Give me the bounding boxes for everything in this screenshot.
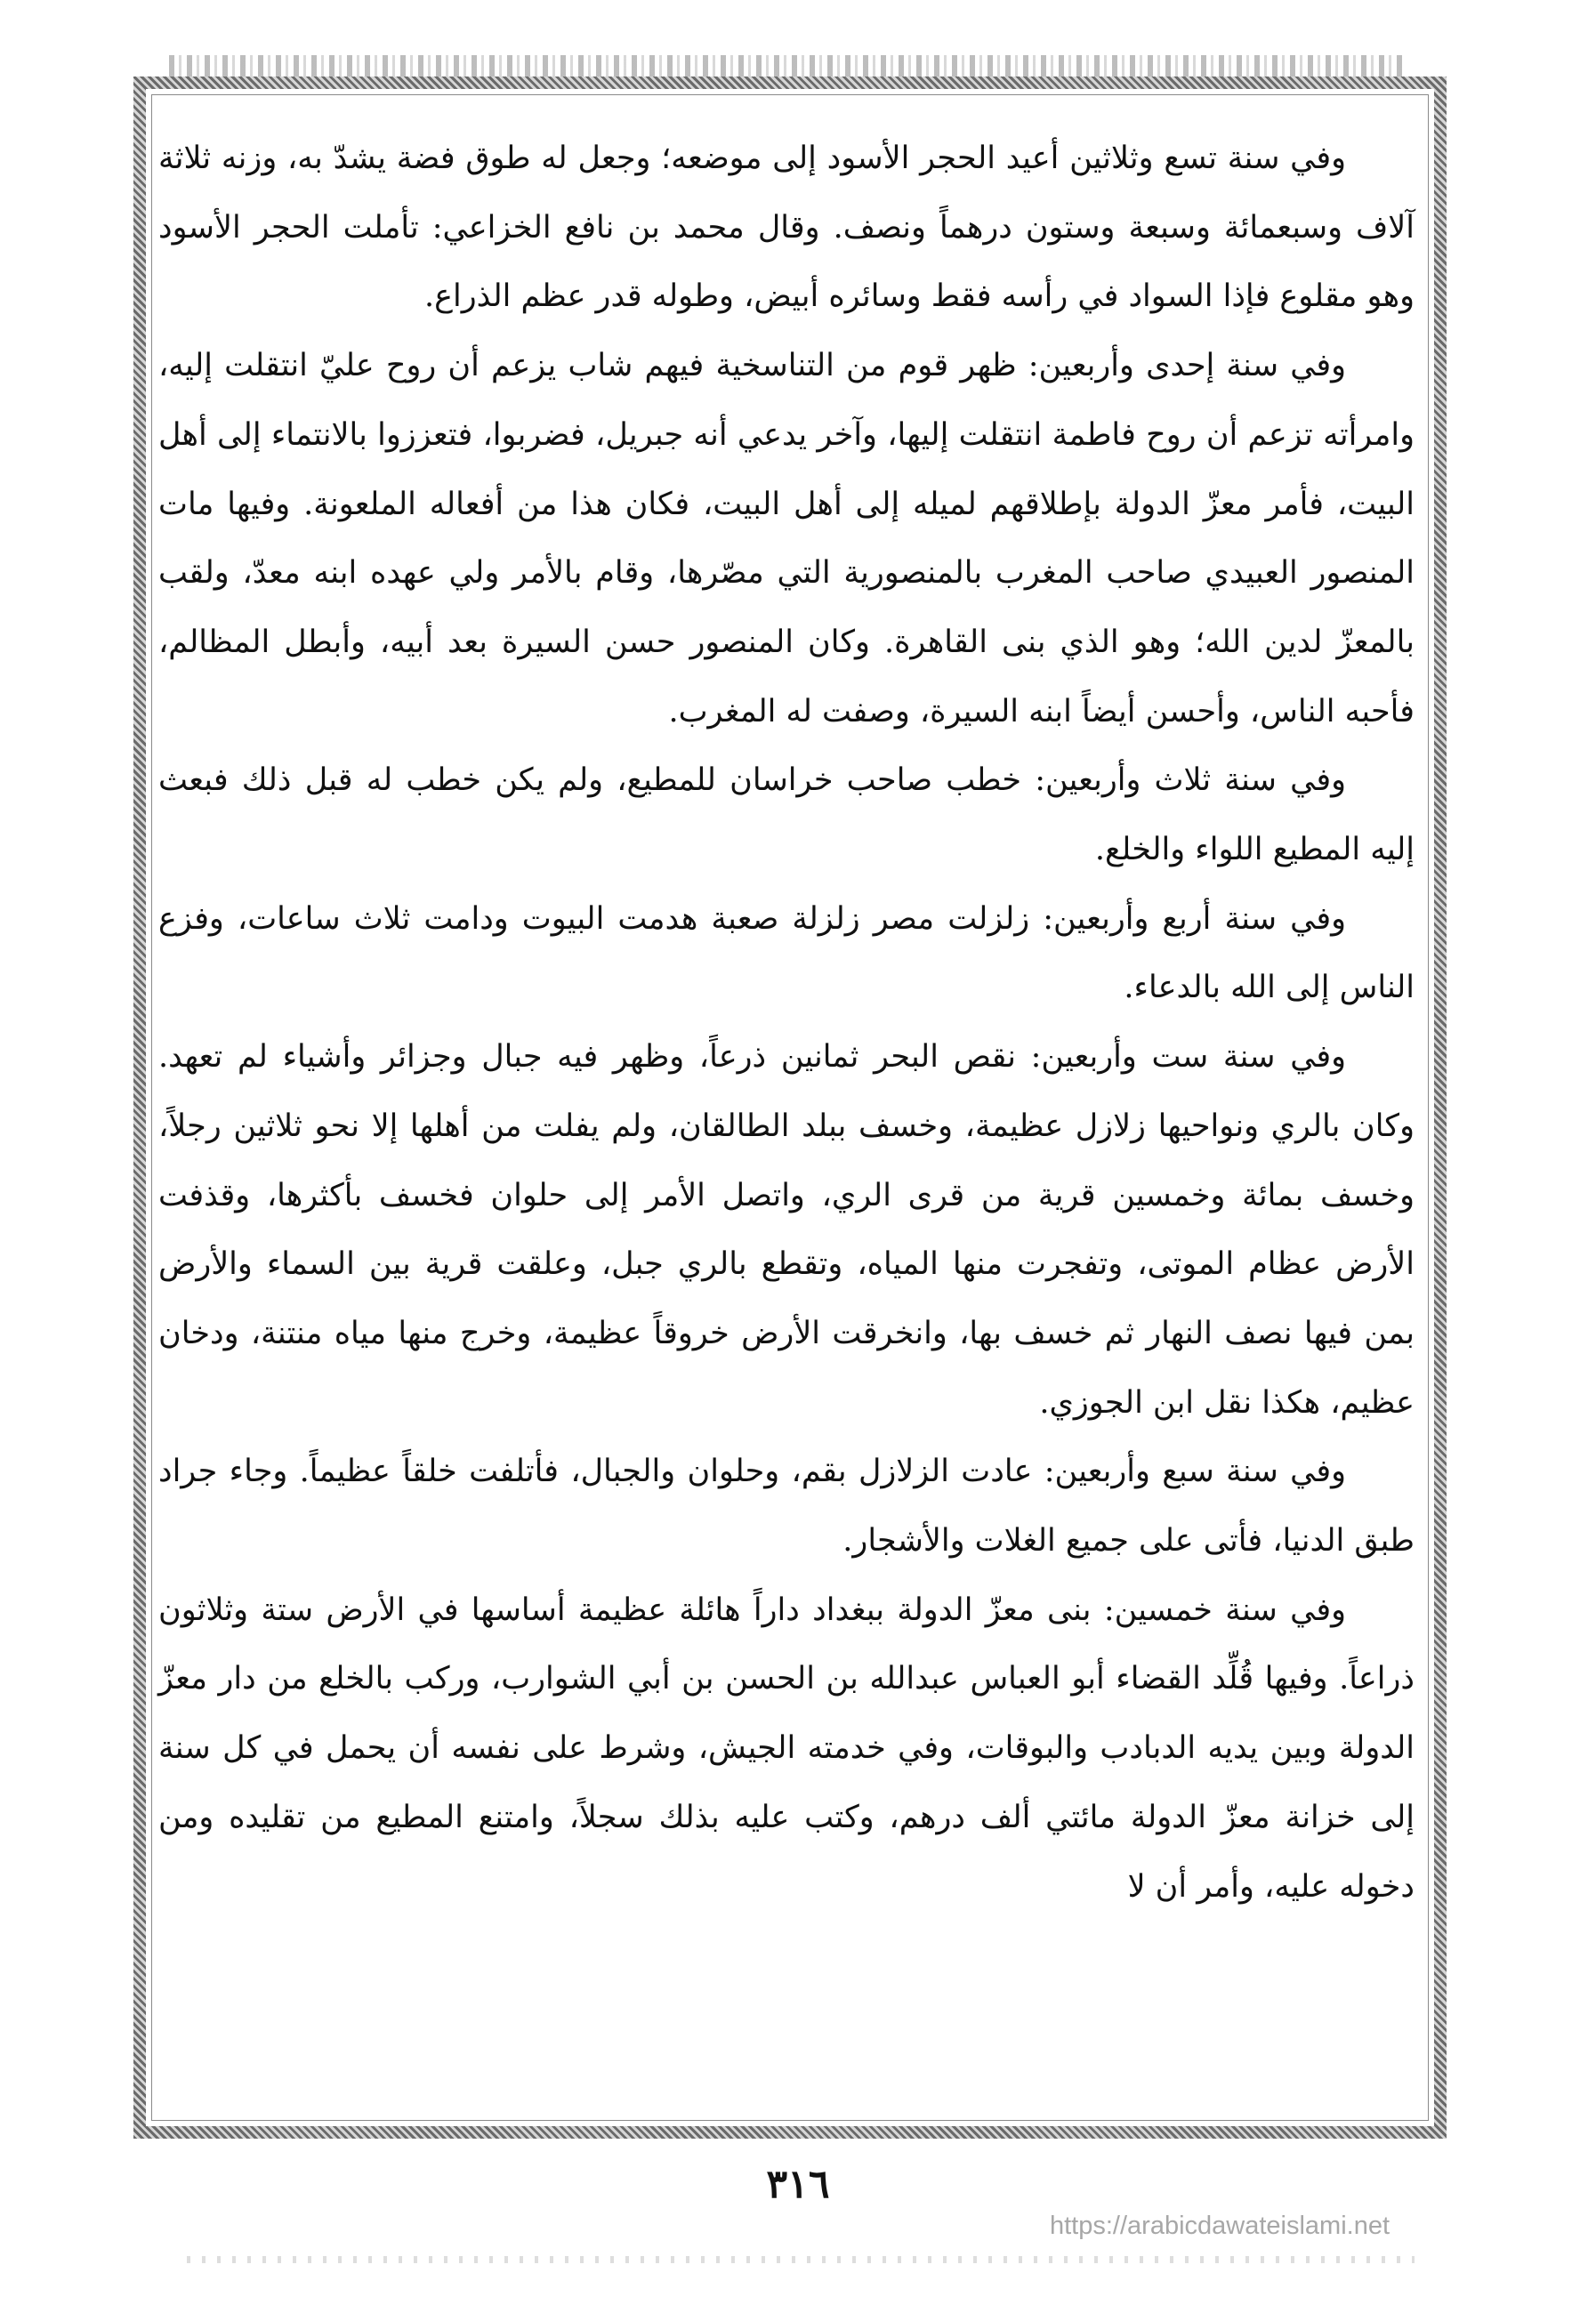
- paragraph-year-41: وفي سنة إحدى وأربعين: ظهر قوم من التناسخية فيهم شاب يزعم أن روح عليّ انتقلت إليه، وامرأته تزعم أن روح فاطمة انتقلت إليها، وآخر يدعي أنه جبريل، فضربوا، فتعززوا بالانتماء إلى أهل البيت، فأمر معزّ الدولة بإطلاقهم لميله إلى أهل البيت، فكان هذا من أفعاله الملعونة. وفيها مات المنصور العبيدي صاحب المغرب بالمنصورية التي مصّرها، وقام بالأمر ولي عهده ابنه معدّ، ولقب بالمعزّ لدين الله؛ وهو الذي بنى القاهرة. وكان المنصور حسن السيرة بعد أبيه، وأبطل المظالم، فأحبه الناس، وأحسن أيضاً ابنه السيرة، وصفت له المغرب.: [158, 348, 1415, 729]
- watermark-url: https://arabicdawateislami.net: [1050, 2212, 1390, 2240]
- bottom-ornament: [187, 2256, 1415, 2263]
- page-number: ٣١٦: [766, 2162, 830, 2207]
- top-ornament: [169, 55, 1406, 78]
- paragraph-year-44: وفي سنة أربع وأربعين: زلزلت مصر زلزلة صعبة هدمت البيوت ودامت ثلاث ساعات، وفزع الناس إلى الله بالدعاء.: [158, 900, 1415, 1006]
- page-text: [158, 125, 1415, 1922]
- paragraph-year-50: وفي سنة خمسين: بنى معزّ الدولة ببغداد داراً هائلة عظيمة أساسها في الأرض ستة وثلاثون ذراعاً. وفيها قُلِّد القضاء أبو العباس عبدالله بن الحسن بن أبي الشوارب، وركب بالخلع من دار معزّ الدولة وبين يديه الدبادب والبوقات، وفي خدمته الجيش، وشرط على نفسه أن يحمل في كل سنة إلى خزانة معزّ الدولة مائتي ألف درهم، وكتب عليه بذلك سجلاً، وامتنع المطيع من تقليده ومن دخوله عليه، وأمر أن لا: [158, 1592, 1415, 1905]
- paragraph-year-39: وفي سنة تسع وثلاثين أعيد الحجر الأسود إلى موضعه؛ وجعل له طوق فضة يشدّ به، وزنه ثلاثة آلاف وسبعمائة وسبعة وستون درهماً ونصف. وقال محمد بن نافع الخزاعي: تأملت الحجر الأسود وهو مقلوع فإذا السواد في رأسه فقط وسائره أبيض، وطوله قدر عظم الذراع.: [158, 141, 1415, 315]
- paragraph-year-47: وفي سنة سبع وأربعين: عادت الزلازل بقم، وحلوان والجبال، فأتلفت خلقاً عظيماً. وجاء جراد طبق الدنيا، فأتى على جميع الغلات والأشجار.: [158, 1454, 1415, 1559]
- paragraph-year-46: وفي سنة ست وأربعين: نقص البحر ثمانين ذرعاً، وظهر فيه جبال وجزائر وأشياء لم تعهد. وكان بالري ونواحيها زلازل عظيمة، وخسف ببلد الطالقان، ولم يفلت من أهلها إلا نحو ثلاثين رجلاً، وخسف بمائة وخمسين قرية من قرى الري، واتصل الأمر إلى حلوان فخسف بأكثرها، وقذفت الأرض عظام الموتى، وتفجرت منها المياه، وتقطع بالري جبل، وعلقت قرية بين السماء والأرض بمن فيها نصف النهار ثم خسف بها، وانخرقت الأرض خروقاً عظيمة، وخرج منها مياه منتنة، ودخان عظيم، هكذا نقل ابن الجوزي.: [158, 1039, 1415, 1421]
- paragraph-year-43: وفي سنة ثلاث وأربعين: خطب صاحب خراسان للمطيع، ولم يكن خطب له قبل ذلك فبعث إليه المطيع اللواء والخلع.: [158, 762, 1415, 868]
